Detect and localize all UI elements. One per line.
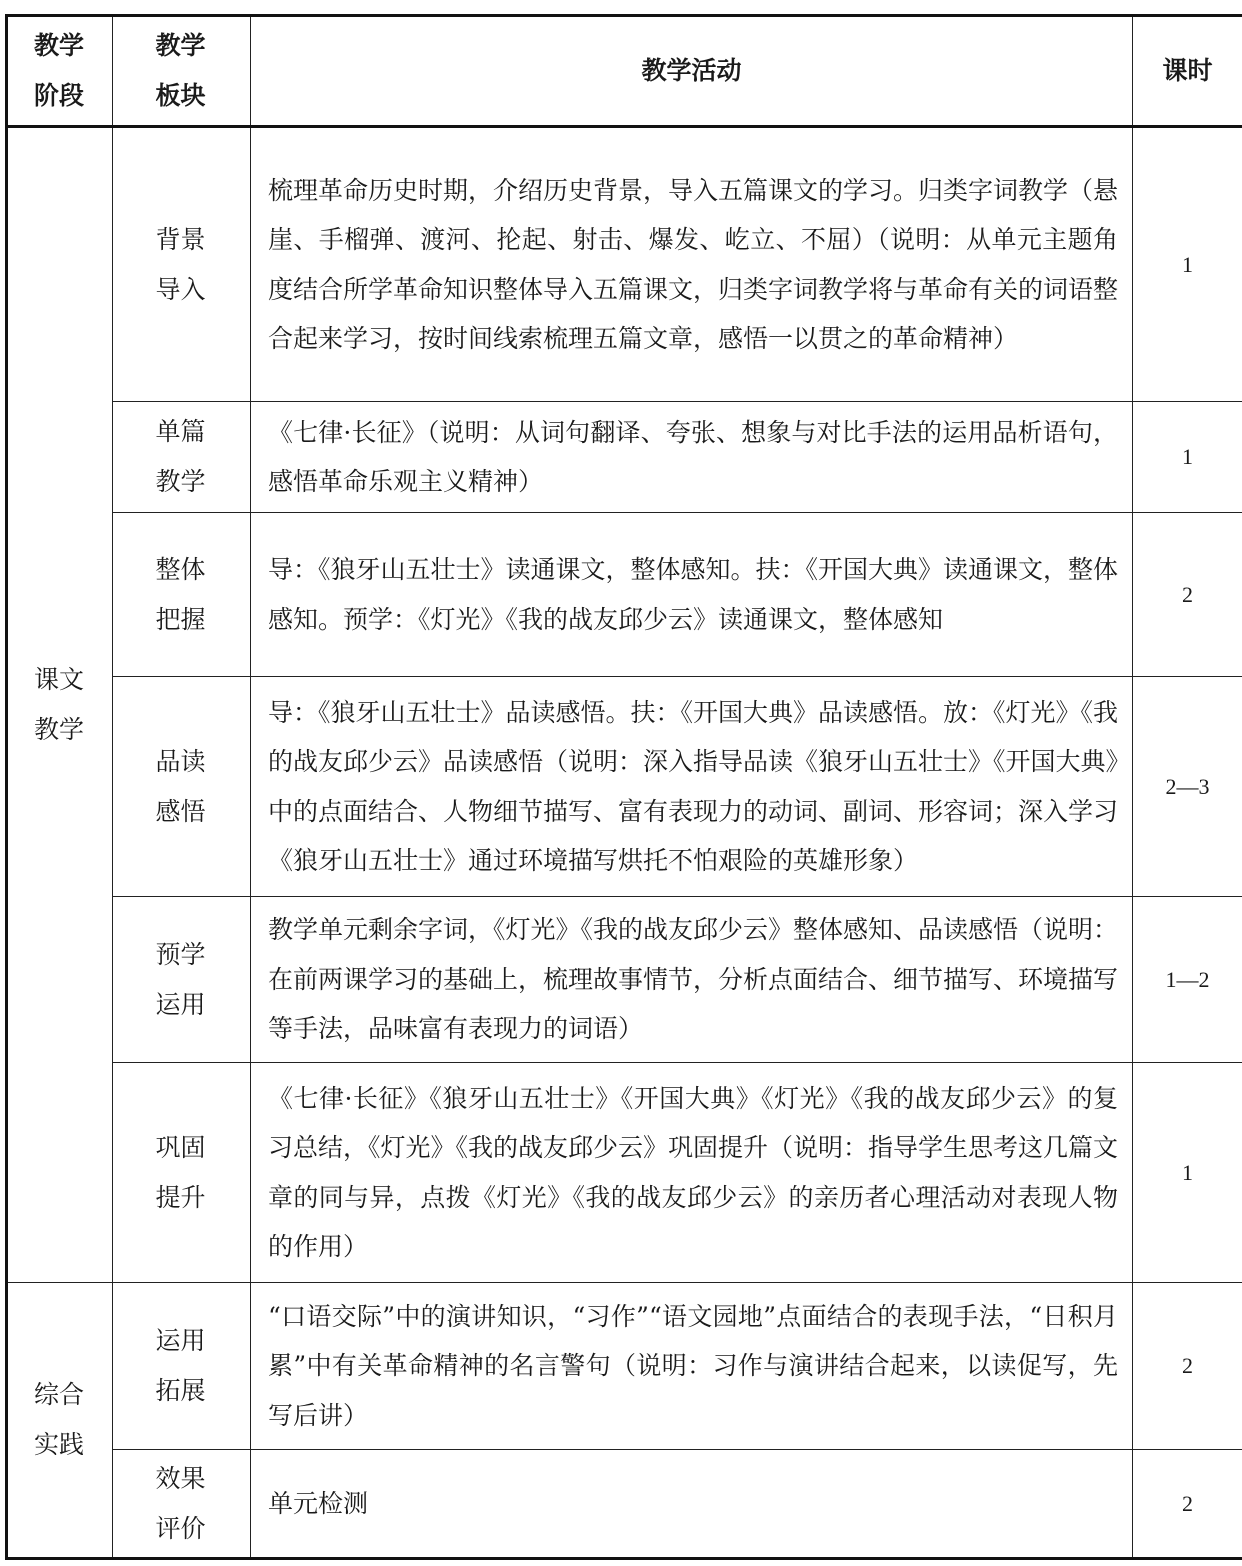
teaching-plan-table xyxy=(5,14,1242,1560)
hours-cell: 2 xyxy=(1133,1450,1242,1559)
table-row xyxy=(7,677,1242,897)
activity-cell: 教学单元剩余字词，《灯光》《我的战友邱少云》整体感知、品读感悟（说明：在前两课学习的基础上，梳理故事情节，分析点面结合、细节描写、环境描写等手法，品味富有表现力的词语） xyxy=(251,897,1133,1063)
activity-cell: “口语交际”中的演讲知识，“习作”“语文园地”点面结合的表现手法，“日积月累”中有关革命精神的名言警句（说明：习作与演讲结合起来，以读促写，先写后讲） xyxy=(251,1283,1133,1450)
activity-cell: 导：《狼牙山五壮士》读通课文，整体感知。扶：《开国大典》读通课文，整体感知。预学：《灯光》《我的战友邱少云》读通课文，整体感知 xyxy=(251,513,1133,677)
hours-cell: 1—2 xyxy=(1133,897,1242,1063)
stage-cell-practice: 综合实践 xyxy=(7,1283,113,1559)
table-row xyxy=(7,402,1242,513)
table-row xyxy=(7,1450,1242,1559)
block-cell: 巩固提升 xyxy=(113,1063,251,1283)
hours-cell: 2 xyxy=(1133,1283,1242,1450)
table-row xyxy=(7,127,1242,402)
block-cell: 品读感悟 xyxy=(113,677,251,897)
block-cell: 运用拓展 xyxy=(113,1283,251,1450)
activity-cell: 导：《狼牙山五壮士》品读感悟。扶：《开国大典》品读感悟。放：《灯光》《我的战友邱少云》品读感悟（说明：深入指导品读《狼牙山五壮士》《开国大典》中的点面结合、人物细节描写、富有表现力的动词、副词、形容词；深入学习《狼牙山五壮士》通过环境描写烘托不怕艰险的英雄形象） xyxy=(251,677,1133,897)
block-cell: 效果评价 xyxy=(113,1450,251,1559)
hours-cell: 1 xyxy=(1133,1063,1242,1283)
table-row xyxy=(7,1283,1242,1450)
block-cell: 单篇教学 xyxy=(113,402,251,513)
hours-cell: 1 xyxy=(1133,402,1242,513)
block-cell: 预学运用 xyxy=(113,897,251,1063)
activity-cell: 单元检测 xyxy=(251,1450,1133,1559)
hours-cell: 2 xyxy=(1133,513,1242,677)
activity-cell: 梳理革命历史时期，介绍历史背景，导入五篇课文的学习。归类字词教学（悬崖、手榴弹、渡河、抡起、射击、爆发、屹立、不屈）（说明：从单元主题角度结合所学革命知识整体导入五篇课文，归类字词教学将与革命有关的词语整合起来学习，按时间线索梳理五篇文章，感悟一以贯之的革命精神） xyxy=(251,127,1133,402)
header-stage: 教学阶段 xyxy=(7,16,113,127)
activity-cell: 《七律·长征》《狼牙山五壮士》《开国大典》《灯光》《我的战友邱少云》的复习总结，《灯光》《我的战友邱少云》巩固提升（说明：指导学生思考这几篇文章的同与异，点拨《灯光》《我的战友邱少云》的亲历者心理活动对表现人物的作用） xyxy=(251,1063,1133,1283)
block-cell: 背景导入 xyxy=(113,127,251,402)
header-activity: 教学活动 xyxy=(251,16,1133,127)
stage-cell-text-teaching: 课文教学 xyxy=(7,127,113,1283)
table-row xyxy=(7,513,1242,677)
header-block: 教学板块 xyxy=(113,16,251,127)
table-row xyxy=(7,897,1242,1063)
activity-cell: 《七律·长征》（说明：从词句翻译、夸张、想象与对比手法的运用品析语句，感悟革命乐观主义精神） xyxy=(251,402,1133,513)
hours-cell: 2—3 xyxy=(1133,677,1242,897)
table-header-row xyxy=(7,16,1242,127)
header-hours: 课时 xyxy=(1133,16,1242,127)
block-cell: 整体把握 xyxy=(113,513,251,677)
hours-cell: 1 xyxy=(1133,127,1242,402)
table-row xyxy=(7,1063,1242,1283)
